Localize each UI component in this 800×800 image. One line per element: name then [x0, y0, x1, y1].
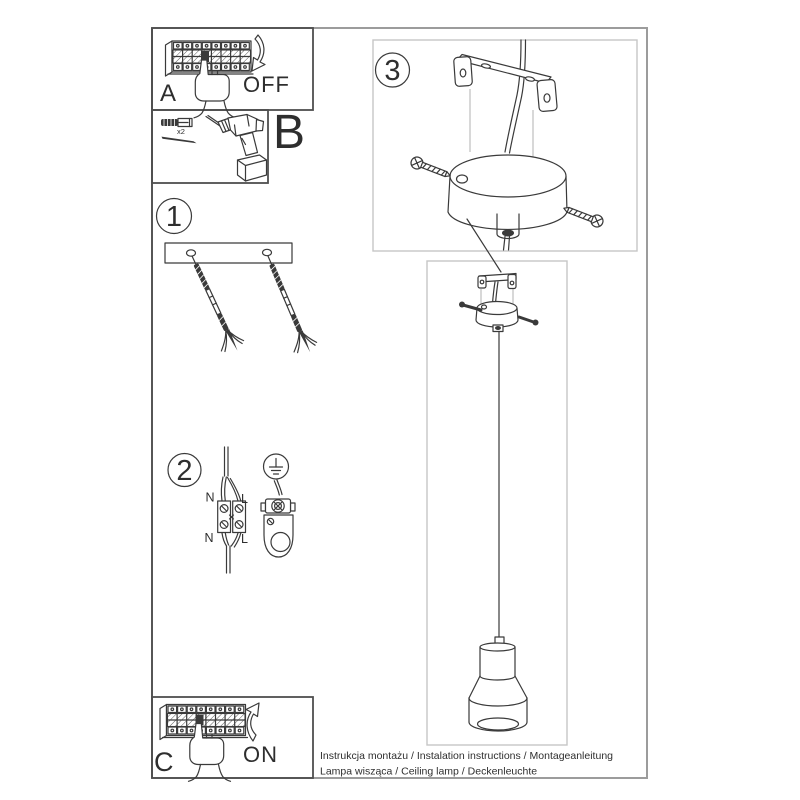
- wire-n-top-label: N: [205, 490, 215, 505]
- wire-n-bottom-label: N: [204, 531, 214, 545]
- power-off-label: OFF: [243, 72, 290, 97]
- step1-badge: [157, 199, 192, 234]
- breaker-panel-off-drawing: [166, 41, 254, 118]
- pendant-lamp-box: [427, 261, 567, 745]
- wire-l-bottom-label: L: [241, 532, 248, 546]
- ground-symbol-icon: [264, 454, 289, 479]
- mounting-strip-drawing: [165, 243, 292, 263]
- canopy-detail-drawing: [448, 155, 567, 250]
- terminal-block-wiring-drawing: [218, 447, 246, 573]
- canopy-screw-right-drawing: [562, 203, 605, 229]
- wall-plug-drawing: [161, 119, 192, 127]
- wall-plug-screw-left: [180, 251, 247, 357]
- footer-title-line1: Instrukcja montażu / Instalation instructions / Montageanleitung: [320, 750, 613, 762]
- canopy-screw-left-drawing: [409, 155, 452, 181]
- step1-number: 1: [165, 201, 183, 233]
- step-a-label: A: [160, 80, 177, 107]
- sheet-outer-frame: [152, 28, 647, 778]
- ground-clamp-drawing: [261, 480, 295, 557]
- drill-drawing: [206, 115, 267, 182]
- ceiling-cable-drawing: [505, 40, 526, 153]
- step2-badge: [168, 454, 201, 488]
- wire-l-top-label: L: [241, 492, 248, 506]
- footer-title-line2: Lampa wisząca / Ceiling lamp / Deckenleuchte: [320, 765, 538, 778]
- pendant-canopy-drawing: [459, 302, 539, 332]
- screw-drawing: [162, 137, 197, 144]
- arrow-up-icon: [246, 703, 259, 741]
- lamp-shade-drawing: [469, 637, 527, 731]
- arrow-down-icon: [252, 35, 265, 71]
- step-b-label: B: [273, 106, 306, 159]
- step-c-label: C: [154, 747, 174, 777]
- wall-plug-screw-right: [256, 252, 320, 358]
- ceiling-bracket-drawing: [454, 55, 558, 112]
- power-on-label: ON: [243, 742, 278, 767]
- step2-number: 2: [176, 455, 193, 487]
- step3-badge: [376, 53, 410, 87]
- wall-plug-qty-label: x2: [177, 127, 185, 136]
- step3-number: 3: [384, 55, 401, 87]
